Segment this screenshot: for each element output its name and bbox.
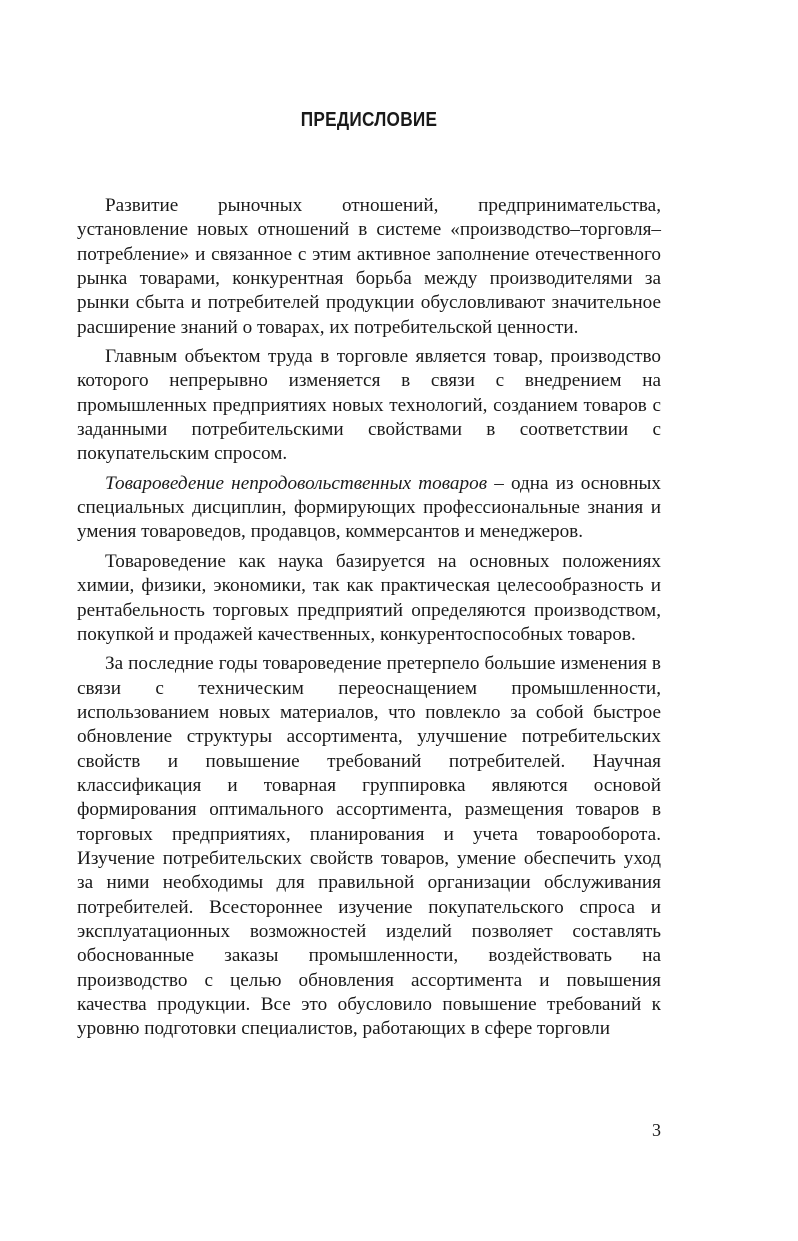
body-text bbox=[77, 194, 661, 1047]
paragraph-5: За последние годы товароведение претерпело большие изменения в связи с техническим переоснащением промышленности, использованием новых материалов, что повлекло за собой быстрое обновление структуры ассортимента, улучшение потребительских свойств и повышение требований потребителей. Научная классификация и товарная группировка являются основой формирования оптимального ассортимента, размещения товаров в торговых предприятиях, планирования и учета товарооборота. Изучение потребительских свойств товаров, умение обеспечить уход за ними необходимы для правильной организации обслуживания потребителей. Всестороннее изучение покупательского спроса и эксплуатационных возможностей изделий позволяет составлять обоснованные заказы промышленности, воздействовать на производство с целью обновления ассортимента и повышения качества продукции. Все это обусловило повышение требований к уровню подготовки специалистов, работающих в сфере торговли bbox=[77, 653, 661, 1040]
paragraph-1: Развитие рыночных отношений, предпринимательства, установление новых отношений в системе «производство–торговля–потребление» и связанное с этим активное заполнение отечественного рынка товарами, конкурентная борьба между производителями за рынки сбыта и потребителей продукции обусловливают значительное расширение знаний о товарах, их потребительской ценности. bbox=[77, 195, 661, 338]
italic-term: Товароведение непродовольственных товаров bbox=[105, 472, 488, 494]
paragraph-4: Товароведение как наука базируется на основных положениях химии, физики, экономики, так как практическая целесообразность и рентабельность торговых предприятий определяются производством, покупкой и продажей качественных, конкурентоспособных товаров. bbox=[77, 550, 661, 645]
book-page bbox=[77, 0, 661, 1241]
paragraph-3-rest: – одна из основных специальных дисциплин, формирующих профессиональные знания и умения товароведов, продавцов, коммерсантов и менеджеров. bbox=[77, 472, 662, 543]
page-number: 3 bbox=[652, 1120, 661, 1140]
paragraph-3 bbox=[77, 472, 661, 545]
page-heading: ПРЕДИСЛОВИЕ bbox=[300, 109, 438, 131]
paragraph-2: Главным объектом труда в торговле является товар, производство которого непрерывно изменяется в связи с внедрением на промышленных предприятиях новых технологий, созданием товаров с заданными потребительскими свойствами в соответствии с покупательским спросом. bbox=[77, 346, 661, 465]
